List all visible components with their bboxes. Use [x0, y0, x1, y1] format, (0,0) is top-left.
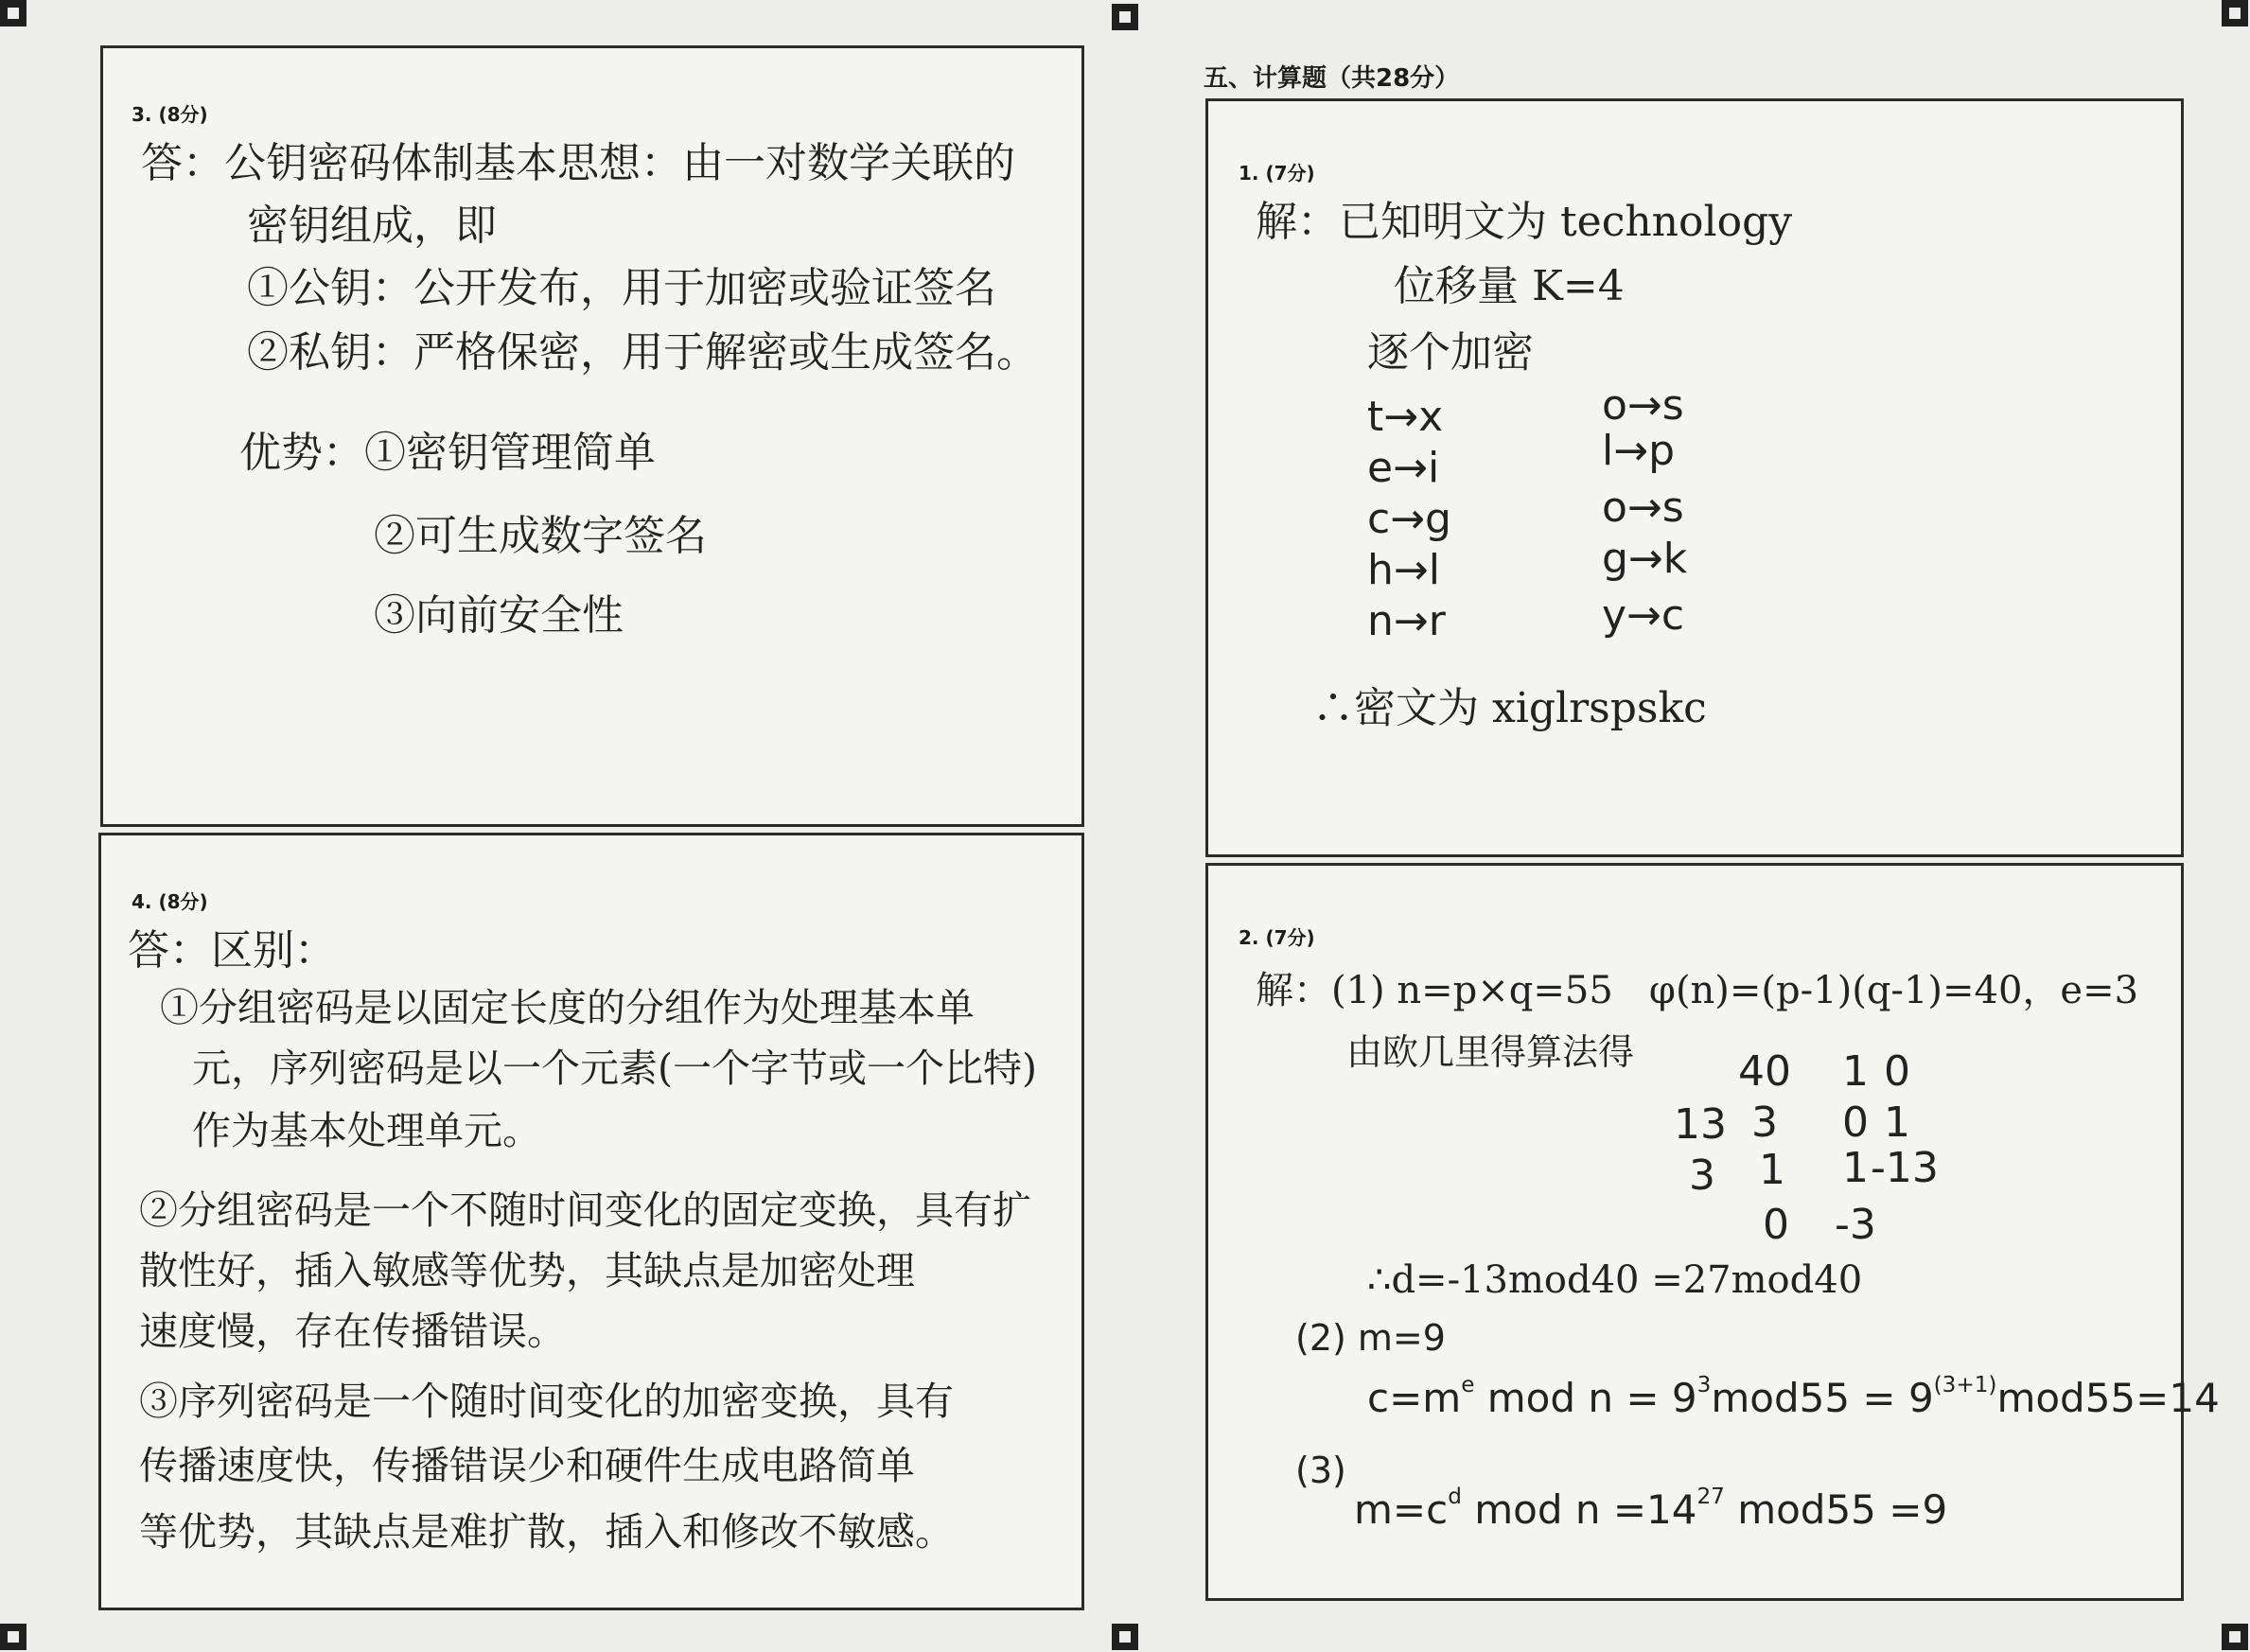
- corner-marker-bottom-right: [2222, 1624, 2248, 1650]
- cipher-mapping: t→x: [1367, 393, 1444, 441]
- euclid-cell: 0: [1842, 1098, 1869, 1147]
- answer-line: ③向前安全性: [374, 591, 624, 640]
- part2-heading: (2) m=9: [1295, 1317, 1446, 1359]
- section-heading: 五、计算题（共28分）: [1204, 64, 1460, 93]
- answer-line: ①分组密码是以固定长度的分组作为处理基本单: [160, 985, 975, 1030]
- solution-line: 逐个加密: [1367, 328, 1534, 377]
- eq-exponent: d: [1448, 1485, 1462, 1510]
- euclid-cell: 0: [1884, 1047, 1910, 1096]
- answer-line: 等优势，其缺点是难扩散，插入和修改不敏感。: [139, 1509, 954, 1555]
- part3-heading: (3): [1295, 1450, 1346, 1491]
- eq-part: mod55 = 9: [1711, 1375, 1934, 1421]
- cipher-mapping: l→p: [1602, 427, 1676, 475]
- answer-line: ①公钥：公开发布，用于加密或验证签名: [247, 264, 996, 312]
- answer-line: 优势：①密钥管理简单: [239, 429, 656, 477]
- ciphertext-result: ∴密文为 xiglrspskc: [1312, 684, 1707, 732]
- solution-line: 解：(1) n=p×q=55 φ(n)=(p-1)(q-1)=40，e=3: [1256, 969, 2139, 1012]
- answer-line: ②分组密码是一个不随时间变化的固定变换，具有扩: [139, 1187, 1031, 1233]
- eq-part: m=c: [1354, 1486, 1449, 1533]
- question-4-label: 4. (8分): [132, 890, 208, 913]
- euclid-cell: 1: [1884, 1098, 1910, 1147]
- solution-line: 由欧几里得算法得: [1346, 1031, 1635, 1073]
- answer-line: 传播速度快，传播错误少和硬件生成电路简单: [139, 1443, 915, 1488]
- eq-exponent: e: [1461, 1373, 1475, 1398]
- cipher-mapping: o→s: [1602, 381, 1684, 430]
- euclid-cell: 1: [1759, 1146, 1785, 1194]
- euclid-cell: 1: [1842, 1144, 1869, 1192]
- answer-line: 答：公钥密码体制基本思想：由一对数学关联的: [141, 139, 1015, 187]
- euclid-cell: 0: [1763, 1201, 1789, 1249]
- question-3-box: [100, 45, 1084, 827]
- calc-question-2-box: [1205, 863, 2220, 1601]
- solution-line: 解：已知明文为 technology: [1256, 198, 1793, 246]
- eq-exponent: 3: [1696, 1373, 1712, 1398]
- calc-question-1-label: 1. (7分): [1239, 162, 1315, 185]
- part3-equation: [1354, 1485, 1948, 1533]
- answer-line: ②私钥：严格保密，用于解密或生成签名。: [247, 328, 1038, 377]
- euclid-cell: 3: [1689, 1151, 1715, 1200]
- cipher-mapping: o→s: [1602, 483, 1684, 532]
- eq-exponent: 27: [1696, 1485, 1725, 1510]
- euclid-cell: 13: [1674, 1100, 1727, 1149]
- solution-line: 位移量 K=4: [1394, 262, 1625, 310]
- answer-line: 元，序列密码是以一个元素(一个字节或一个比特): [192, 1046, 1037, 1091]
- euclid-cell: -3: [1835, 1201, 1876, 1249]
- corner-marker-top-center: [1112, 4, 1138, 30]
- eq-part: mod n =14: [1461, 1486, 1697, 1533]
- cipher-mapping: g→k: [1602, 535, 1688, 583]
- answer-line: 答：区别：: [128, 926, 336, 975]
- eq-part: c=m: [1367, 1375, 1462, 1421]
- corner-marker-bottom-left: [0, 1624, 26, 1650]
- corner-marker-bottom-center: [1112, 1624, 1138, 1650]
- euclid-cell: 40: [1738, 1047, 1791, 1096]
- answer-line: 散性好，插入敏感等优势，其缺点是加密处理: [139, 1248, 915, 1293]
- eq-exponent: (3+1): [1933, 1373, 1997, 1398]
- eq-part: mod55 =9: [1724, 1486, 1948, 1533]
- calc-question-2-label: 2. (7分): [1239, 926, 1315, 949]
- euclid-cell: 3: [1751, 1098, 1778, 1147]
- answer-line: ②可生成数字签名: [374, 512, 707, 560]
- part2-equation: [1367, 1373, 2220, 1421]
- cipher-mapping: n→r: [1367, 597, 1446, 645]
- cipher-mapping: h→l: [1367, 546, 1440, 594]
- euclid-cell: 1: [1842, 1047, 1869, 1096]
- euclid-cell: -13: [1871, 1144, 1939, 1192]
- answer-line: ③序列密码是一个随时间变化的加密变换，具有: [139, 1379, 954, 1424]
- corner-marker-top-left: [0, 0, 26, 26]
- cipher-mapping: e→i: [1367, 444, 1440, 492]
- question-3-label: 3. (8分): [132, 103, 208, 126]
- cipher-mapping: y→c: [1602, 591, 1685, 640]
- eq-part: mod n = 9: [1474, 1375, 1697, 1421]
- answer-line: 密钥组成，即: [247, 202, 497, 250]
- corner-marker-top-right: [2222, 0, 2248, 26]
- eq-part: mod55=14: [1996, 1375, 2220, 1421]
- answer-line: 作为基本处理单元。: [192, 1108, 541, 1153]
- solution-line: ∴d=-13mod40 =27mod40: [1367, 1258, 1863, 1302]
- answer-line: 速度慢，存在传播错误。: [139, 1309, 566, 1354]
- question-4-box: [98, 833, 1084, 1610]
- calc-question-1-box: [1205, 98, 2184, 857]
- cipher-mapping: c→g: [1367, 495, 1451, 543]
